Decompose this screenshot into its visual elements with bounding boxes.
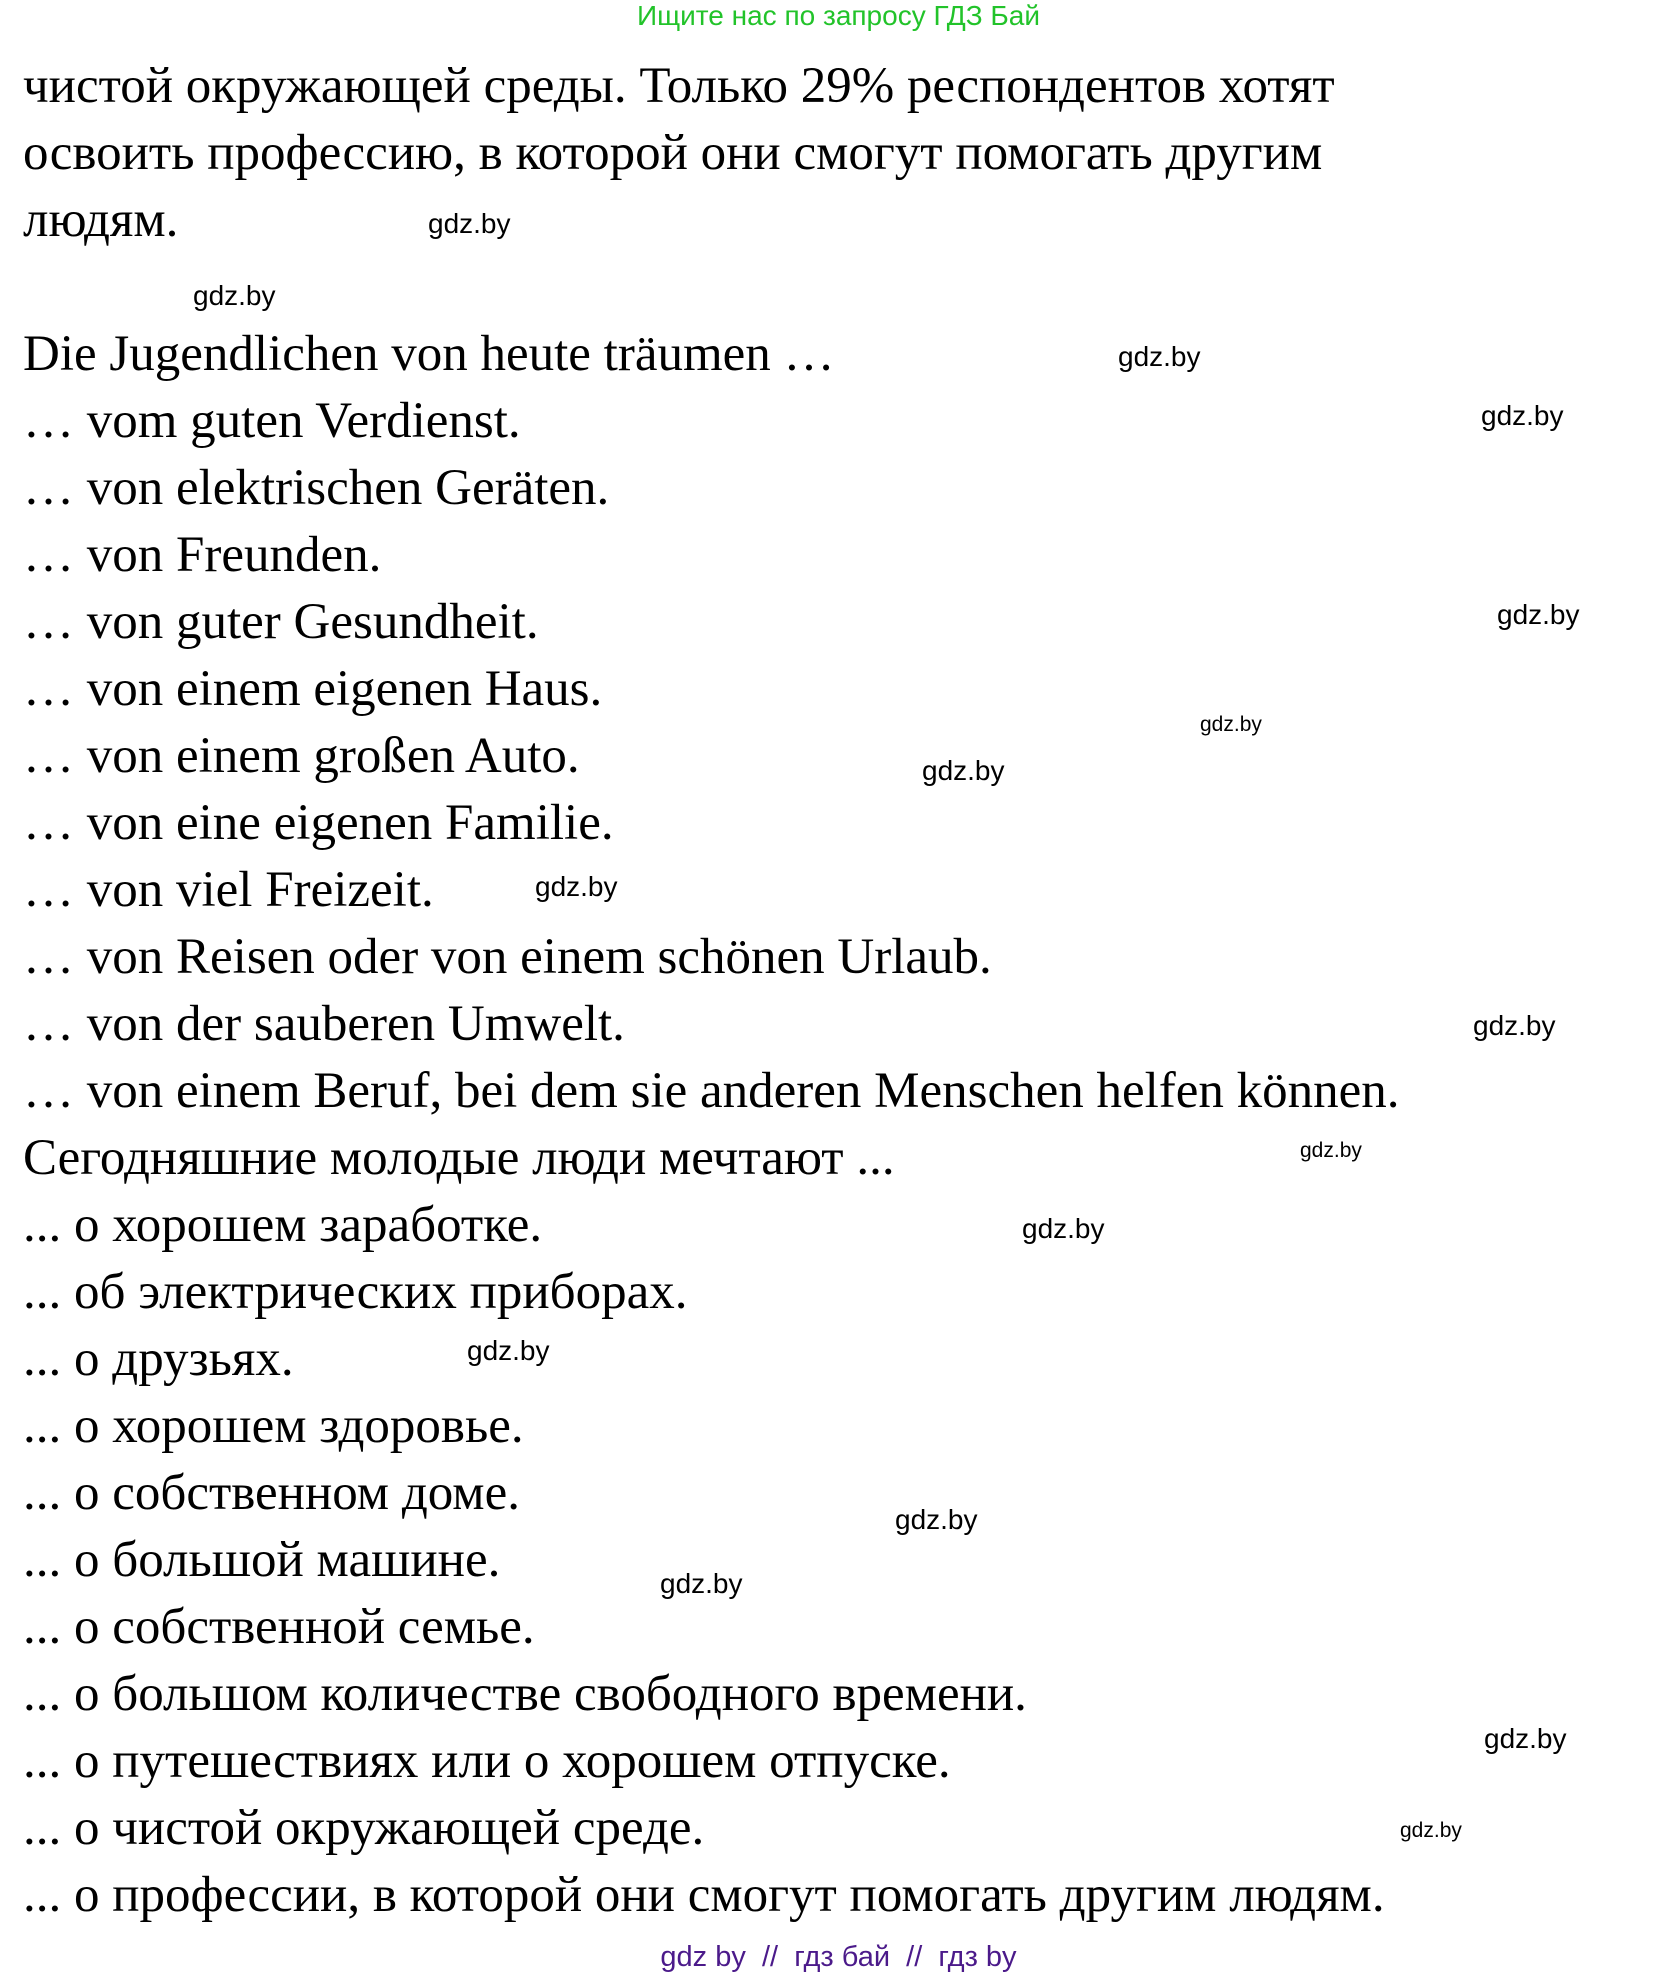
- russian-item: ... о чистой окружающей среде.: [23, 1800, 705, 1856]
- intro-line: освоить профессию, в которой они смогут помогать другим: [23, 125, 1323, 181]
- watermark: gdz.by: [1481, 400, 1564, 431]
- watermark: gdz.by: [1473, 1010, 1556, 1041]
- german-item: … vom guten Verdienst.: [23, 393, 521, 449]
- watermark: gdz.by: [535, 871, 618, 902]
- document-body: [23, 53, 1400, 1929]
- russian-item: ... о профессии, в которой они смогут помогать другим людям.: [23, 1867, 1385, 1923]
- watermark: gdz.by: [1200, 713, 1262, 736]
- watermark: gdz.by: [1484, 1723, 1567, 1754]
- german-heading: Die Jugendlichen von heute träumen …: [23, 326, 835, 382]
- watermark: gdz.by: [895, 1504, 978, 1535]
- german-item: … von Reisen oder von einem schönen Urlaub.: [23, 929, 992, 985]
- russian-item: ... о большой машине.: [23, 1532, 501, 1588]
- russian-item: ... о хорошем заработке.: [23, 1197, 543, 1253]
- watermark: gdz.by: [428, 208, 511, 239]
- russian-item: ... о собственной семье.: [23, 1599, 535, 1655]
- russian-item: ... о большом количестве свободного времени.: [23, 1666, 1027, 1722]
- watermark: gdz.by: [1300, 1139, 1362, 1162]
- watermark: gdz.by: [922, 755, 1005, 786]
- intro-line: людям.: [23, 192, 179, 248]
- russian-item: ... о собственном доме.: [23, 1465, 520, 1521]
- intro-line: чистой окружающей среды. Только 29% респондентов хотят: [23, 58, 1335, 114]
- watermark: gdz.by: [467, 1335, 550, 1366]
- watermark: gdz.by: [1022, 1213, 1105, 1244]
- footer-links: gdz by // гдз бай // гдз by: [660, 1941, 1017, 1973]
- watermark: gdz.by: [1118, 341, 1201, 372]
- russian-item: ... о друзьях.: [23, 1331, 294, 1387]
- german-item: … von elektrischen Geräten.: [23, 460, 610, 516]
- watermark: gdz.by: [1497, 599, 1580, 630]
- german-item: … von einem großen Auto.: [23, 728, 580, 784]
- russian-heading: Сегодняшние молодые люди мечтают ...: [23, 1130, 895, 1186]
- russian-item: ... о хорошем здоровье.: [23, 1398, 524, 1454]
- watermark: gdz.by: [1400, 1819, 1462, 1842]
- watermark: gdz.by: [193, 280, 276, 311]
- german-item: … von einem eigenen Haus.: [23, 661, 603, 717]
- german-item: … von einem Beruf, bei dem sie anderen Menschen helfen können.: [23, 1063, 1400, 1119]
- german-item: … von der sauberen Umwelt.: [23, 996, 625, 1052]
- russian-item: ... об электрических приборах.: [23, 1264, 688, 1320]
- watermark: gdz.by: [660, 1568, 743, 1599]
- german-item: … von Freunden.: [23, 527, 382, 583]
- german-item: … von eine eigenen Familie.: [23, 795, 614, 851]
- russian-item: ... о путешествиях или о хорошем отпуске.: [23, 1733, 951, 1789]
- german-item: … von viel Freizeit.: [23, 862, 434, 918]
- search-hint-banner: Ищите нас по запросу ГДЗ Бай: [636, 0, 1041, 31]
- german-item: … von guter Gesundheit.: [23, 594, 539, 650]
